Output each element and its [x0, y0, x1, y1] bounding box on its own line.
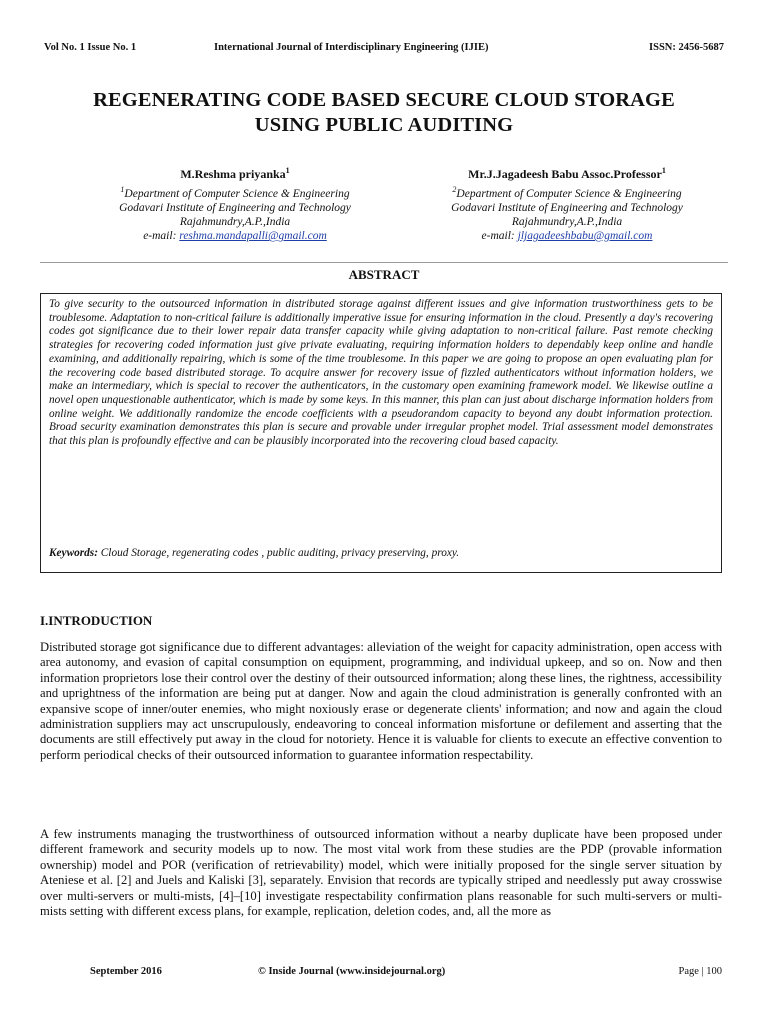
title-line-2: USING PUBLIC AUDITING — [254, 114, 514, 136]
volume-issue: Vol No. 1 Issue No. 1 — [44, 42, 137, 53]
author-2-email: e-mail: jljagadeeshbabu@gmail.com — [481, 230, 653, 242]
introduction-paragraph-2: A few instruments managing the trustworthiness of outsourced information without a nearby duplicate have been proposed under different framework and security models up to now. The most vital work from these studies are the PDP (provable information ownership) model and POR (verification of retrievability) model, which were initially proposed for the single server situation by Ateniese et al. [2] and Juels and Kaliski [3], separately. Envision that records are typically striped and needlessly put away crosswise over multi-servers or multi-mists, [4]–[10] investigate respectability confirmation plans reasonable for such multi-servers or multi-mists setting with different excess plans, for example, replication, deletion codes, and, all the more as — [40, 827, 722, 919]
title-line-1: REGENERATING CODE BASED SECURE CLOUD STORAGE — [93, 89, 675, 111]
author-2-name: Mr.J.Jagadeesh Babu Assoc.Professor$^1$ — [468, 166, 666, 181]
keywords-list: Cloud Storage, regenerating codes , public auditing, privacy preserving, proxy. — [97, 547, 460, 559]
author-2-institute: Godavari Institute of Engineering and Technology — [451, 202, 683, 214]
journal-name: International Journal of Interdisciplinary Engineering (IJIE) — [214, 42, 489, 53]
introduction-heading: I.INTRODUCTION — [40, 613, 153, 628]
author-1-email-link[interactable]: reshma.mandapalli@gmail.com — [179, 230, 327, 242]
author-1 — [40, 167, 430, 243]
author-2-location: Rajahmundry,A.P.,India — [511, 216, 623, 228]
authors-block — [40, 167, 728, 247]
abstract-box — [40, 293, 722, 573]
footer-page-number: Page | 100 — [678, 966, 722, 977]
issn: ISSN: 2456-5687 — [649, 42, 724, 53]
running-header — [44, 42, 724, 53]
author-1-email: e-mail: reshma.mandapalli@gmail.com — [143, 230, 327, 242]
author-1-institute: Godavari Institute of Engineering and Technology — [119, 202, 351, 214]
author-1-name: M.Reshma priyanka$^1$ — [180, 166, 290, 181]
divider-line — [40, 262, 728, 263]
author-2 — [392, 167, 742, 243]
keywords-label: Keywords: — [49, 547, 98, 559]
abstract-text: To give security to the outsourced information in distributed storage against different issues and give information trustworthiness gets to be troublesome. Adaptation to non-critical failure is additionally imperative issue for ensuring information in the cloud. Presently a day's recovering codes got significance due to their lower repair data transfer capacity while giving adaptation to non-critical failure. Past remote checking strategies for recovering coded information just give private evaluating, requiring information holders to dependably keep online and handle examining, and additionally repairing, which is some of the time troublesome. In this paper we are going to propose an open evaluating plan for the recovering code based distributed storage. To acquire answer for recovery issue of fizzled authenticators without information holders, we make an intermediary, which is special to recover the authenticators, in the customary open examining framework model. We likewise outline a novel open unquestionable authenticator, which is made by some keys. In this manner, this plan can just about discharge information holders from online weight. We additionally randomize the encode coefficients with a pseudorandom capacity to beyond any doubt information protection. Broad security examination demonstrates this plan is secure and provable under irregular prophet model. Trial assessment model demonstrates that this plan is profoundly effective and can be plausibly incorporated into the recovering cloud based capacity. — [49, 298, 713, 448]
author-2-email-link[interactable]: jljagadeeshbabu@gmail.com — [517, 230, 653, 242]
footer-date: September 2016 — [90, 966, 162, 977]
paper-title — [40, 88, 728, 138]
abstract-heading: ABSTRACT — [348, 267, 420, 282]
author-2-department: $^2$Department of Computer Science & Engineering — [452, 185, 682, 200]
author-1-department: $^1$Department of Computer Science & Engineering — [120, 185, 350, 200]
footer-copyright: © Inside Journal (www.insidejournal.org) — [258, 966, 446, 977]
introduction-paragraph-1: Distributed storage got significance due to different advantages: alleviation of the weight for capacity administration, open access with area autonomy, and evasion of capital consumption on equipment, programming, and individual upkeep, and so on. Now and then information proprietors lose their control over the destiny of their outsourced information; along these lines, the rightness, accessibility and uprightness of the information are being put at danger. Now and again the cloud administration is generally confronted with an expansive scope of inner/outer enemies, who might noxiously erase or degenerate clients' information; and now and again the cloud administration suppliers may act unscrupulously, endeavoring to conceal information misfortune or defilement and asserting that the documents are still effectively put away in the cloud for notoriety. Hence it is valuable for clients to execute an effective convention to perform periodical checks of their outsourced information to guarantee information respectability. — [40, 640, 722, 762]
keywords — [49, 547, 713, 559]
author-1-location: Rajahmundry,A.P.,India — [179, 216, 291, 228]
